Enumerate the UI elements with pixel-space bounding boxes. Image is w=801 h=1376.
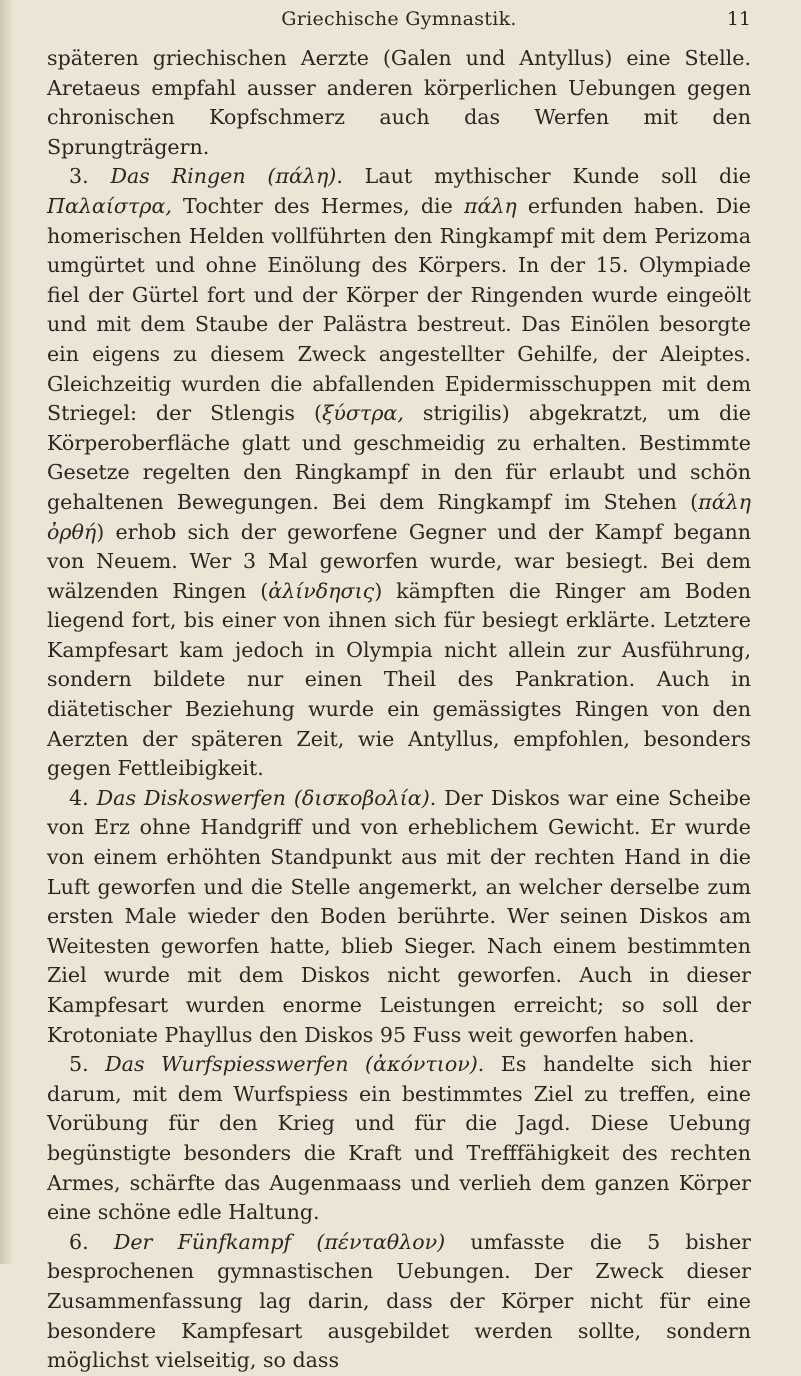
greek-term: (πένταθλον) [316,1229,446,1254]
greek-term: ξύστρα, [322,401,404,426]
section-title: Das Diskoswerfen [96,785,286,810]
greek-term: ἀλίνδησις [268,578,375,603]
book-page [47,6,751,1376]
section-number: 3. [69,164,111,189]
greek-term: (ἀκόντιον). [365,1052,485,1077]
paragraph: späteren griechischen Aerzte (Galen und Antyllus) eine Stelle. Aretaeus empfahl ausser anderen körperlichen Uebungen gegen chronischen Kopfschmerz auch das Werfen mit den Sprungträgern. [47,46,751,159]
paragraph: 3. Das Ringen (πάλη). Laut mythischer Kunde soll die Παλαίστρα, Tochter des Hermes, die πάλη erfunden haben. Die homerischen Helden vollführten den Ringkampf mit dem Perizoma umgürtet und ohne Einölung des Körpers. In der 15. Olympiade fiel der Gürtel fort und der Körper der Ringenden wurde eingeölt und mit dem Staube der Palästra bestreut. Das Einölen besorgte ein eigens zu diesem Zweck angestellter Gehilfe, der Aleiptes. Gleichzeitig wurden die abfallenden Epidermisschuppen mit dem Striegel: der Stlengis (ξύστρα, strigilis) abgekratzt, um die Körperoberfläche glatt und geschmeidig zu erhalten. Bestimmte Gesetze regelten den Ringkampf in den für erlaubt und schön gehaltenen Bewegungen. Bei dem Ringkampf im Stehen (πάλη ὀρθή) erhob sich der geworfene Gegner und der Kampf begann von Neuem. Wer 3 Mal geworfen wurde, war besiegt. Bei dem wälzenden Ringen (ἀλίνδησις) kämpften die Ringer am Boden liegend fort, bis einer von ihnen sich für besiegt erklärte. Letztere Kampfesart kam jedoch in Olympia nicht allein zur Ausführung, sondern bildete nur einen Theil des Pankration. Auch in diätetischer Beziehung wurde ein gemässigtes Ringen von den Aerzten der späteren Zeit, wie Antyllus, empfohlen, besonders gegen Fettleibigkeit. [47,164,751,781]
section-title: Das Ringen [110,164,246,189]
page-number: 11 [726,8,751,30]
section-title: Das Wurfspiesswerfen [105,1052,349,1077]
section-number: 4. [69,785,97,810]
greek-term: Παλαίστρα, [47,193,172,218]
section-number: 6. [69,1229,114,1254]
section-title: Der Fünfkampf [113,1229,292,1254]
running-title: Griechische Gymnastik. [281,8,517,30]
paragraph: 4. Das Diskoswerfen (δισκοβολία). Der Diskos war eine Scheibe von Erz ohne Handgriff und von erheblichem Gewicht. Er wurde von einem erhöhten Standpunkt aus mit der rechten Hand in die Luft geworfen und die Stelle angemerkt, an welcher derselbe zum ersten Male wieder den Boden berührte. Wer seinen Diskos am Weitesten geworfen hatte, blieb Sieger. Nach einem bestimmten Ziel wurde mit dem Diskos nicht geworfen. Auch in dieser Kampfesart wurden enorme Leistungen erreicht; so soll der Krotoniate Phayllus den Diskos 95 Fuss weit geworfen haben. [47,785,751,1047]
greek-term: (δισκοβολία). [293,785,437,810]
body-text [47,44,751,1376]
section-number: 5. [69,1052,106,1077]
book-spine-shadow [0,0,14,1264]
greek-term: πάλη ὀρθή [47,489,751,544]
paragraph: 6. Der Fünfkampf (πένταθλον) umfasste die 5 bisher besprochenen gymnastischen Uebungen. Der Zweck dieser Zusammenfassung lag darin, dass der Körper nicht für eine besondere Kampfesart ausgebildet werden sollte, sondern möglichst vielseitig, so dass [47,1229,752,1373]
greek-term: πάλη [463,193,517,218]
greek-term: (πάλη). [267,164,343,189]
paragraph: 5. Das Wurfspiesswerfen (ἀκόντιον). Es handelte sich hier darum, mit dem Wurfspiess ein bestimmtes Ziel zu treffen, eine Vorübung für den Krieg und für die Jagd. Diese Uebung begünstigte besonders die Kraft und Trefffähigkeit des rechten Armes, schärfte das Augenmaass und verlieh dem ganzen Körper eine schöne edle Haltung. [47,1052,752,1225]
page-header [47,6,751,44]
